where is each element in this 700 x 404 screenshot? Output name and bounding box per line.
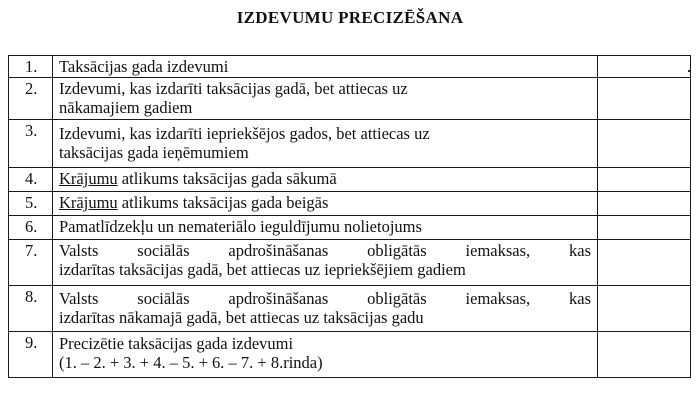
document-title: IZDEVUMU PRECIZĒŠANA (236, 8, 464, 27)
row-description (53, 216, 598, 240)
table-row (9, 120, 691, 168)
row-number: 3. (9, 120, 53, 168)
table-row (9, 332, 691, 378)
row-description (53, 286, 598, 332)
value-cell[interactable] (598, 192, 691, 216)
table-row (9, 286, 691, 332)
row-number: 7. (9, 240, 53, 286)
row-number: 9. (9, 332, 53, 378)
value-cell[interactable] (598, 240, 691, 286)
row-description-line: Valsts sociālās apdrošināšanas obligātās iemaksas, kas (59, 289, 591, 308)
table-row (9, 56, 691, 78)
table-row (9, 216, 691, 240)
row-number: 6. (9, 216, 53, 240)
row-description-line: Krājumu atlikums taksācijas gada beigās (59, 193, 329, 212)
table-row (9, 192, 691, 216)
value-cell[interactable] (598, 78, 691, 120)
table-row (9, 240, 691, 286)
row-number: 2. (9, 78, 53, 120)
row-description-line: Precizētie taksācijas gada izdevumi (59, 334, 294, 353)
value-cell[interactable] (598, 168, 691, 192)
row-description-line: Valsts sociālās apdrošināšanas obligātās iemaksas, kas (59, 241, 591, 260)
row-number: 5. (9, 192, 53, 216)
row-number: 1. (9, 56, 53, 78)
scan-speck (688, 70, 690, 72)
row-description (53, 120, 598, 168)
row-description (53, 240, 598, 286)
value-cell[interactable] (598, 332, 691, 378)
row-description-line: izdarītas taksācijas gadā, bet attiecas uz iepriekšējiem gadiem (59, 260, 466, 279)
value-cell[interactable] (598, 286, 691, 332)
row-description-line: izdarītas nākamajā gadā, bet attiecas uz taksācijas gadu (59, 308, 424, 327)
row-description-line: (1. – 2. + 3. + 4. – 5. + 6. – 7. + 8.rinda) (59, 353, 323, 372)
row-description-line: Pamatlīdzekļu un nemateriālo ieguldījumu nolietojums (59, 217, 422, 236)
row-description-line: taksācijas gada ieņēmumiem (59, 143, 249, 162)
table-row (9, 78, 691, 120)
row-description (53, 56, 598, 78)
row-description-line: nākamajiem gadiem (59, 98, 193, 117)
table-row (9, 168, 691, 192)
row-description-line: Taksācijas gada izdevumi (59, 57, 229, 76)
value-cell[interactable] (598, 216, 691, 240)
row-description (53, 78, 598, 120)
underlined-word: Krājumu (59, 169, 118, 188)
row-description-line: Krājumu atlikums taksācijas gada sākumā (59, 169, 337, 188)
value-cell[interactable] (598, 120, 691, 168)
row-number: 4. (9, 168, 53, 192)
row-number: 8. (9, 286, 53, 332)
row-description (53, 332, 598, 378)
row-description (53, 192, 598, 216)
value-cell[interactable] (598, 56, 691, 78)
row-description (53, 168, 598, 192)
row-description-line: Izdevumi, kas izdarīti taksācijas gadā, bet attiecas uz (59, 79, 408, 98)
underlined-word: Krājumu (59, 193, 118, 212)
row-description-line: Izdevumi, kas izdarīti iepriekšējos gados, bet attiecas uz (59, 124, 430, 143)
expense-adjustment-table (8, 55, 691, 378)
